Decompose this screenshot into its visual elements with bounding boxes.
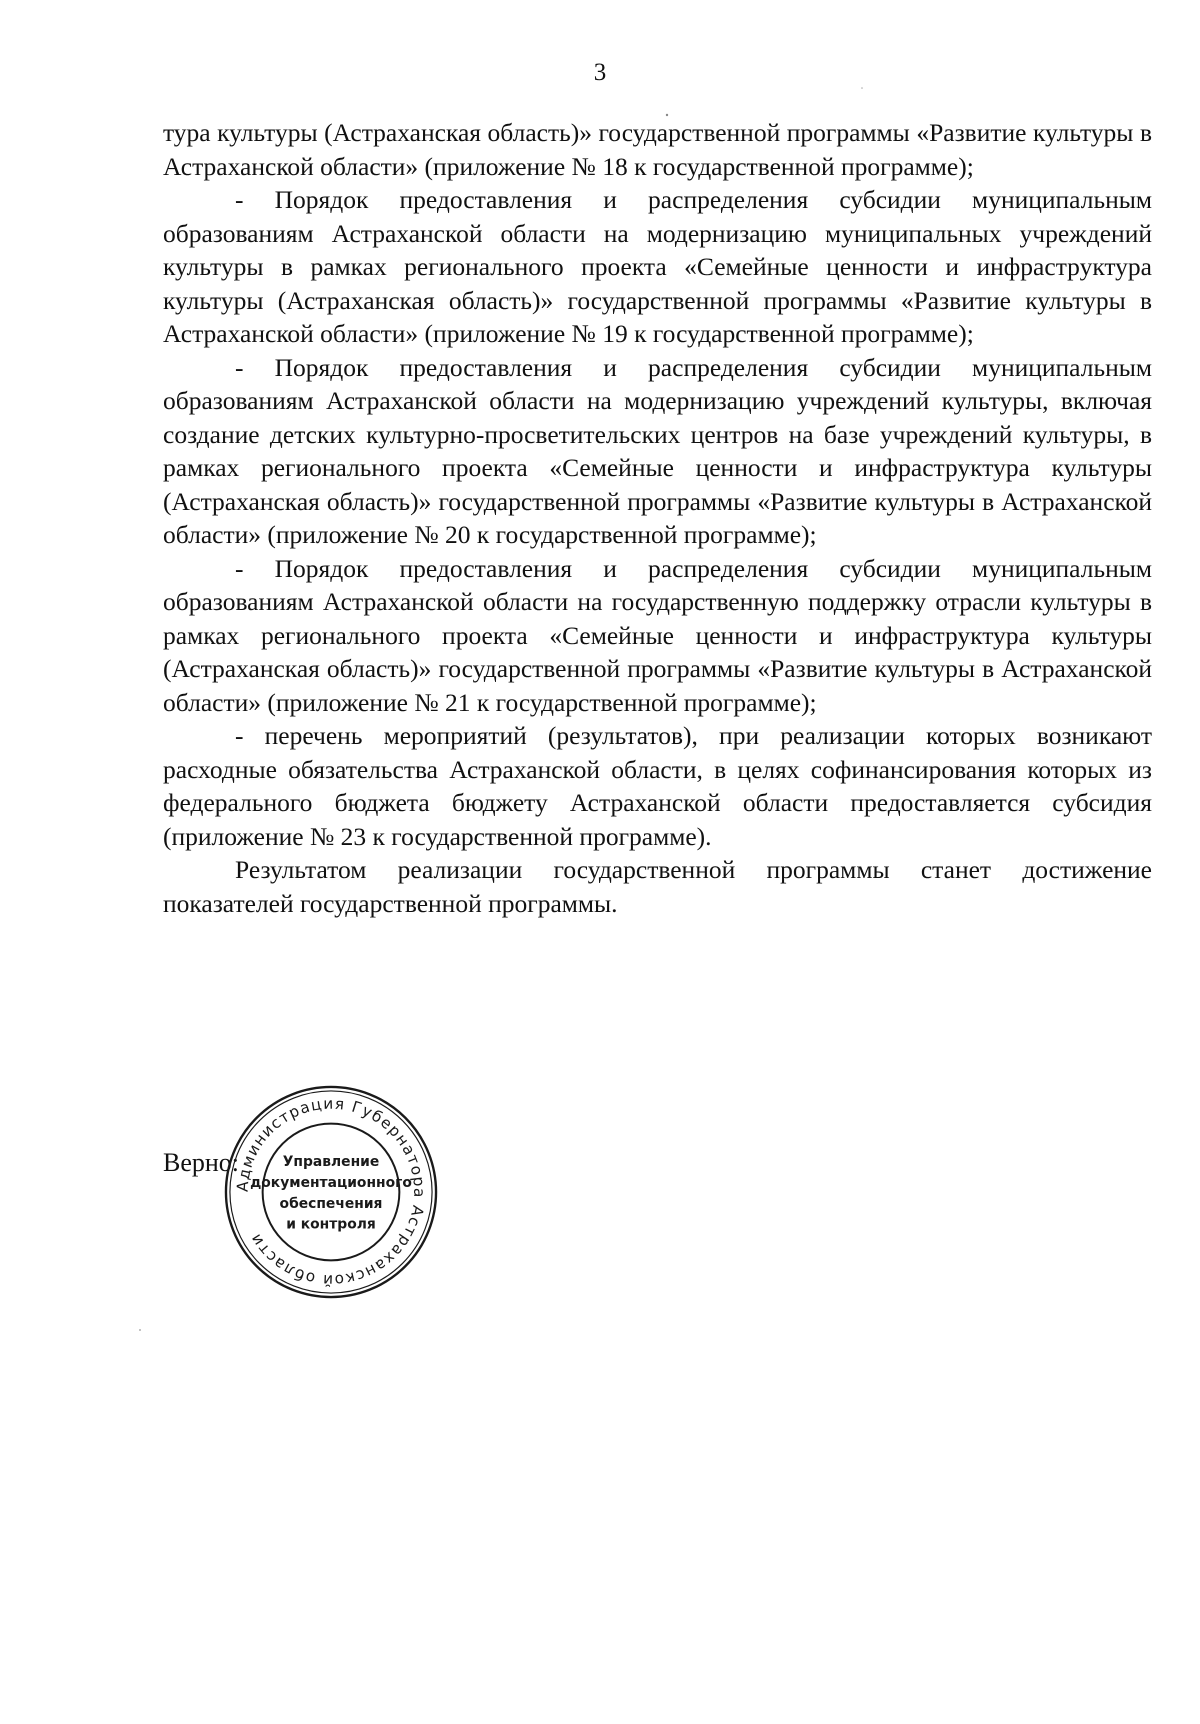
stamp-ring-textpath: Администрация Губернатора Астраханской области	[233, 1094, 429, 1290]
page-number: 3	[593, 59, 607, 86]
stamp-outer-ring	[226, 1087, 436, 1297]
paragraph-appendix-21: - Порядок предоставления и распределения субсидии муниципальным образованиям Астраханской области на государственную поддержку отрасли культуры в рамках регионального проекта «Семейные ценности и инфраструктура культуры (Астраханская область)» государственной программы «Развитие культуры в Астраханской области» (приложение № 21 к государственной программе);	[163, 553, 1152, 717]
paragraph-appendix-19: - Порядок предоставления и распределения субсидии муниципальным образованиям Астраханской области на модернизацию муниципальных учреждений культуры в рамках регионального проекта «Семейные ценности и инфраструктура культуры (Астраханская область)» государственной программы «Развитие культуры в Астраханской области» (приложение № 19 к государственной программе);	[163, 185, 1152, 348]
stamp-outer-ring-inner	[230, 1091, 432, 1293]
paragraph-result: Результатом реализации государственной программы станет достижение показателей государственной программы.	[163, 855, 1152, 918]
signature-label: Верно:	[163, 1148, 240, 1177]
paragraph-appendix-23: - перечень мероприятий (результатов), при реализации которых возникают расходные обязательства Астраханской области, в целях софинансирования которых из федерального бюджета бюджету Астраханской области предоставляется субсидия (приложение № 23 к государственной программе).	[163, 721, 1152, 851]
stamp-inner-ring	[263, 1124, 400, 1261]
paragraph-appendix-20: - Порядок предоставления и распределения субсидии муниципальным образованиям Астраханской области на модернизацию учреждений культуры, включая создание детских культурно-просветительских центров на базе учреждений культуры, в рамках регионального проекта «Семейные ценности и инфраструктура культуры (Астраханская область)» государственной программы «Развитие культуры в Астраханской области» (приложение № 20 к государственной программе);	[163, 352, 1152, 549]
stamp-center-line-3: обеспечения	[279, 1195, 383, 1212]
document-body	[163, 116, 1152, 920]
paragraph-continuation: тура культуры (Астраханская область)» государственной программы «Развитие культуры в Астраханской области» (приложение № 18 к государственной программе);	[163, 118, 1152, 181]
stamp-graphic	[222, 1083, 440, 1301]
stamp-center-line-2: документационного	[250, 1175, 412, 1192]
official-seal-stamp	[222, 1083, 440, 1301]
stamp-center-line-4: и контроля	[286, 1216, 376, 1233]
stamp-center-line-1: Управление	[282, 1154, 380, 1171]
